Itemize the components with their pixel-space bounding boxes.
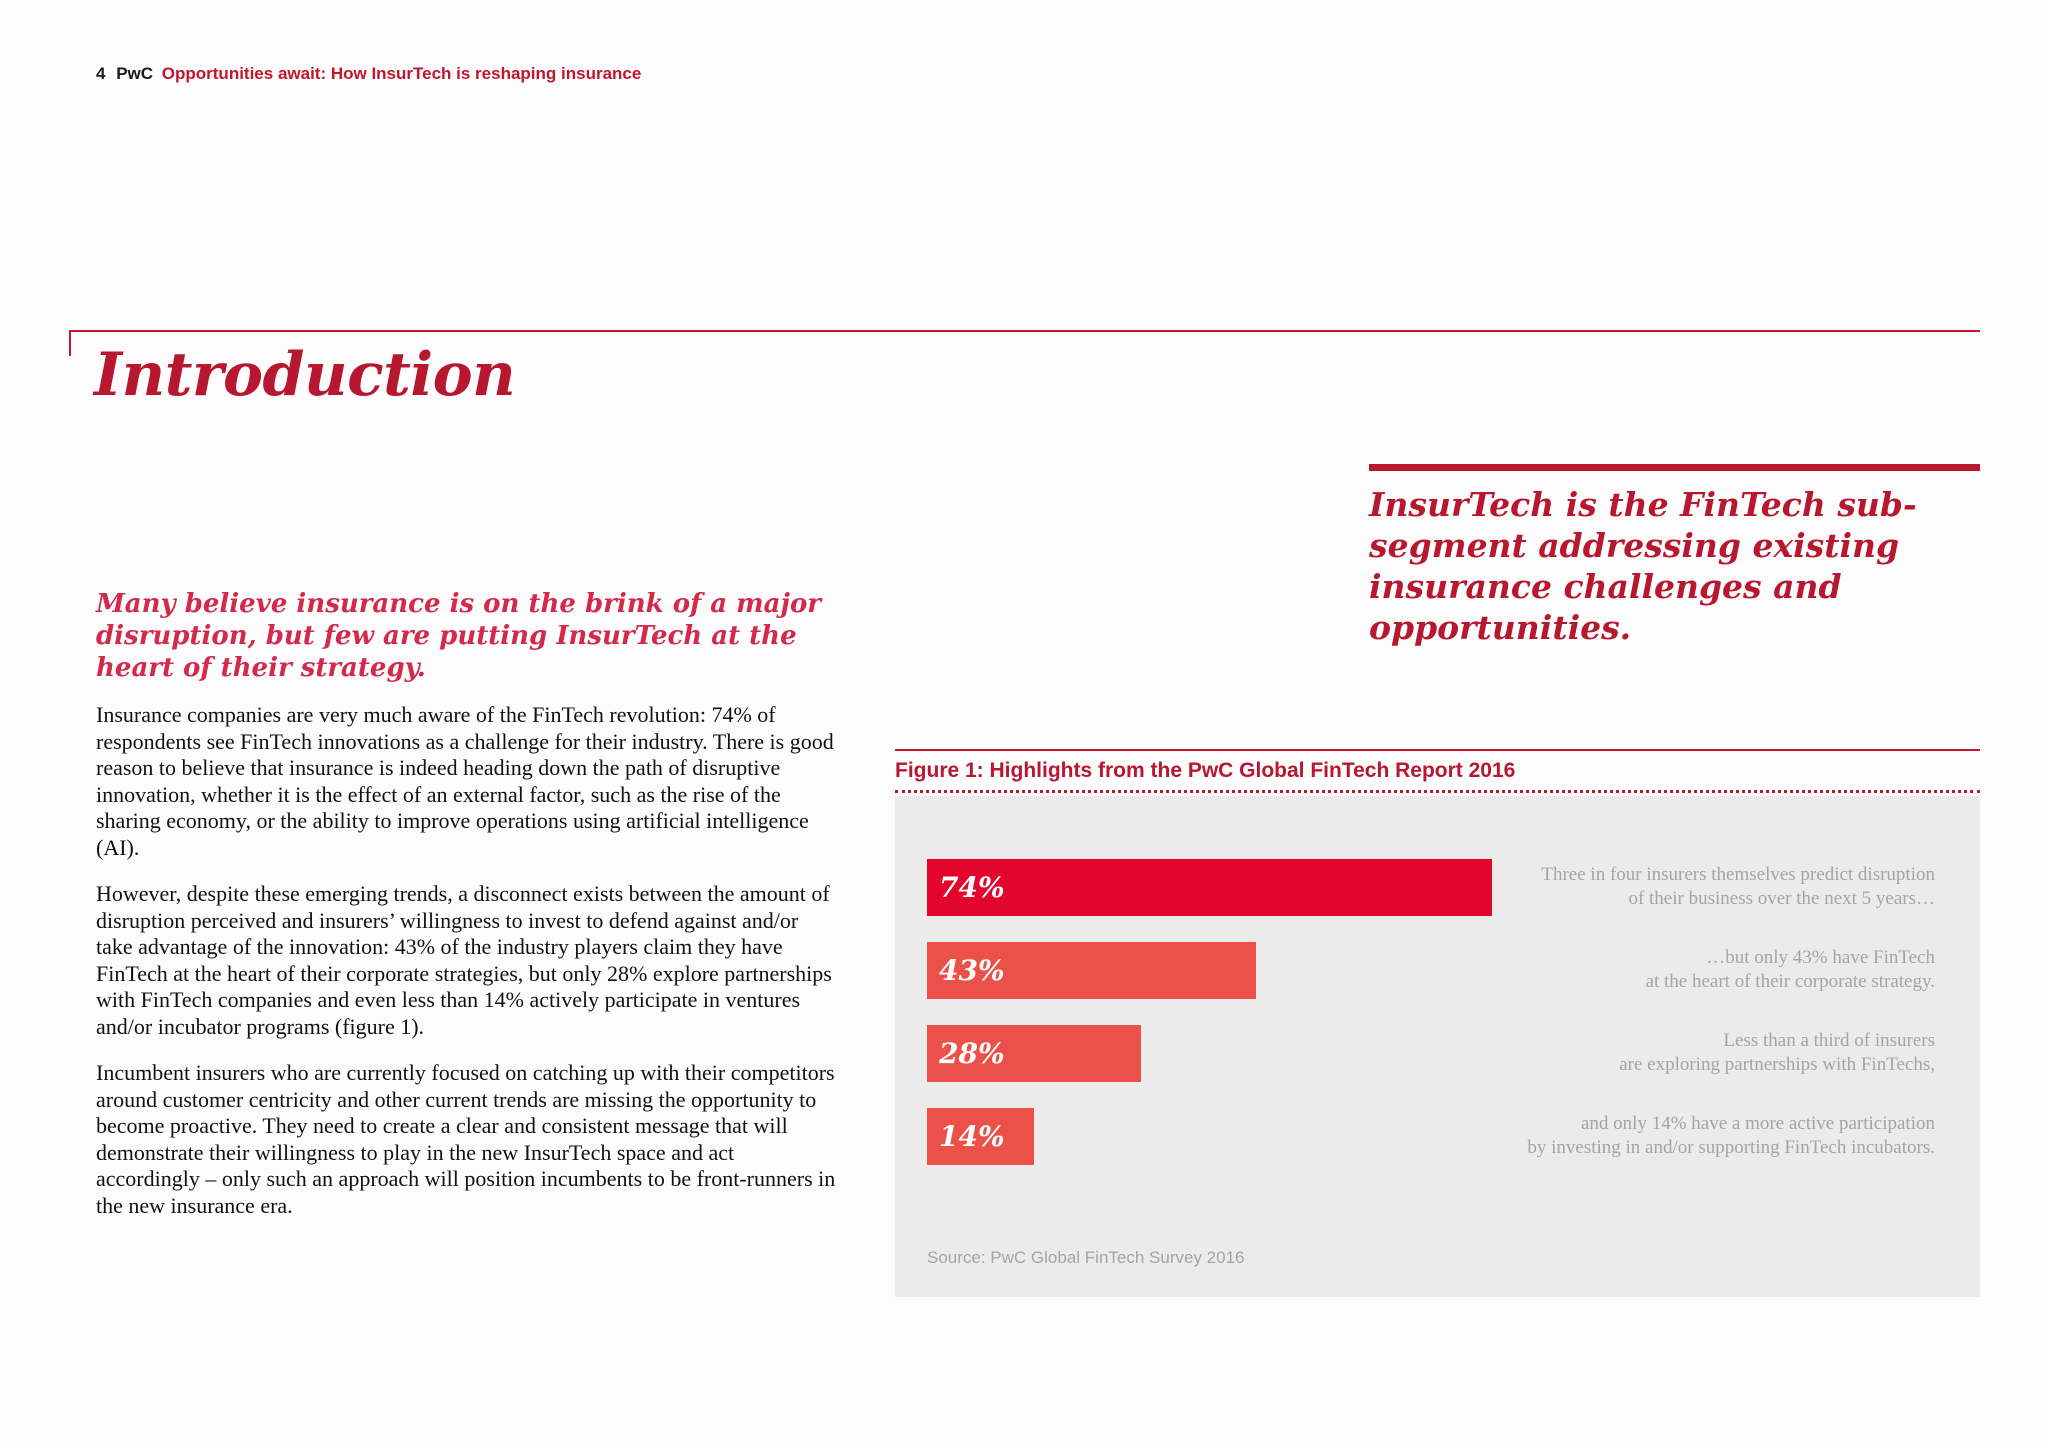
body-paragraph: However, despite these emerging trends, a disconnect exists between the amount of disruption perceived and insurers’ willingness to invest to defend against and/or take advantage of the innovation: 43% of the industry players claim they have FinTech at the heart of their corporate strategies, but only 28% explore partnerships with FinTech companies and even less than 14% actively participate in ventures and/or incubator programs (figure 1).	[96, 881, 832, 1039]
chart-bar-annotation: …but only 43% have FinTech at the heart of their corporate strategy.	[1645, 947, 1935, 992]
chart-bar-14-percent	[927, 1108, 1034, 1165]
chart-bar-annotation: Three in four insurers themselves predict disruption of their business over the next 5 years…	[1541, 864, 1935, 909]
page-number: 4	[96, 64, 106, 83]
pull-quote: InsurTech is the FinTech sub-segment addressing existing insurance challenges and opportunities.	[1369, 485, 1917, 647]
section-rule	[69, 330, 1980, 332]
chart-bar-43-percent	[927, 942, 1256, 999]
chart-bar-value-label: 14%	[939, 1120, 1005, 1153]
running-header	[96, 64, 641, 84]
body-paragraph: Incumbent insurers who are currently focused on catching up with their competitors around customer centricity and other current trends are missing the opportunity to become proactive. They need to create a clear and consistent message that will demonstrate their willingness to play in the new InsurTech space and act accordingly – only such an approach will position incumbents to be front-runners in the new insurance era.	[96, 1060, 836, 1218]
figure-source: Source: PwC Global FinTech Survey 2016	[927, 1248, 1245, 1267]
figure-dotted-rule	[895, 790, 1980, 793]
lede-paragraph: Many believe insurance is on the brink of a major disruption, but few are putting InsurTech at the heart of their strategy.	[96, 589, 821, 683]
figure-rule	[895, 749, 1980, 751]
figure-chart-panel	[895, 796, 1980, 1297]
figure-title: Figure 1: Highlights from the PwC Global FinTech Report 2016	[895, 759, 1516, 782]
chart-bar-value-label: 74%	[939, 871, 1005, 904]
document-title: Opportunities await: How InsurTech is reshaping insurance	[161, 64, 642, 83]
pull-quote-bar	[1369, 464, 1980, 471]
chart-bar-annotation: and only 14% have a more active participation by investing in and/or supporting FinTech incubators.	[1527, 1113, 1935, 1158]
section-rule-tick	[69, 330, 71, 356]
body-text	[96, 702, 836, 1239]
brand-name: PwC	[116, 64, 154, 83]
chart-bar-annotation: Less than a third of insurers are exploring partnerships with FinTechs,	[1619, 1030, 1935, 1075]
chart-bar-value-label: 28%	[939, 1037, 1005, 1070]
chart-bar-value-label: 43%	[939, 954, 1005, 987]
chart-bar-28-percent	[927, 1025, 1141, 1082]
section-title: Introduction	[94, 340, 516, 410]
body-paragraph: Insurance companies are very much aware of the FinTech revolution: 74% of respondents see FinTech innovations as a challenge for their industry. There is good reason to believe that insurance is indeed heading down the path of disruptive innovation, whether it is the effect of an external factor, such as the rise of the sharing economy, or the ability to improve operations using artificial intelligence (AI).	[96, 702, 834, 860]
